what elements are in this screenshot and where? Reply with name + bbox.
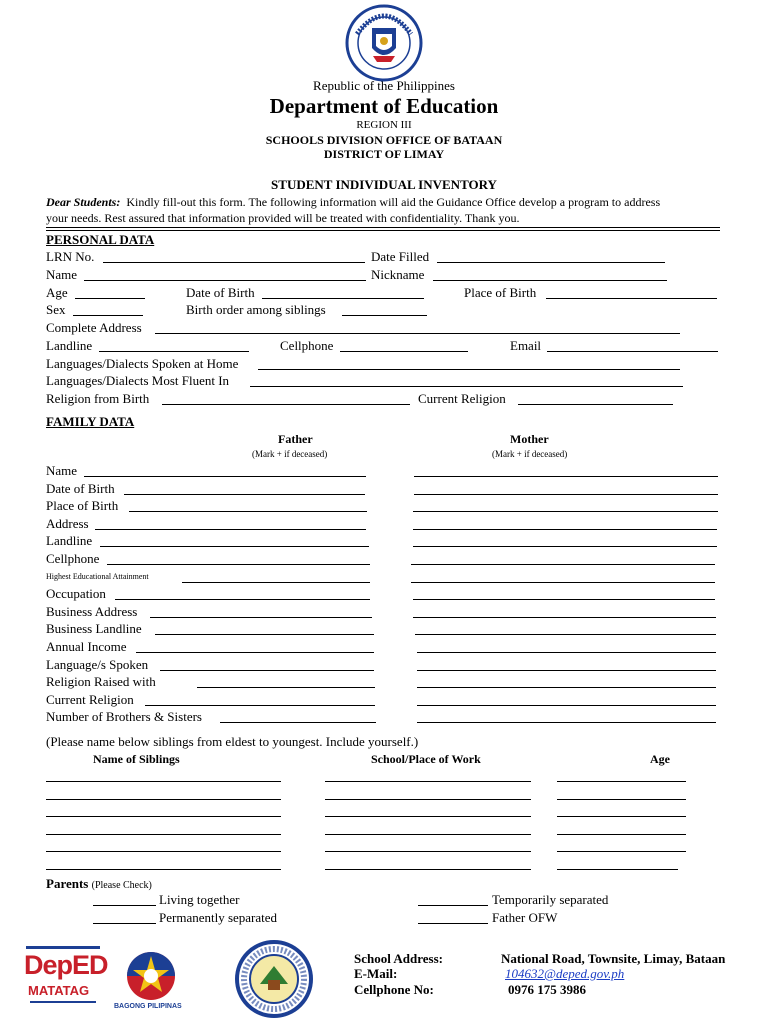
father-ofw-checkbox[interactable] xyxy=(418,923,488,924)
mother-field[interactable] xyxy=(414,476,718,477)
sibling-age-field[interactable] xyxy=(557,834,686,835)
father-field[interactable] xyxy=(84,476,366,477)
pob-field[interactable] xyxy=(546,298,717,299)
lang-fluent-field[interactable] xyxy=(250,386,683,387)
religion-birth-field[interactable] xyxy=(162,404,410,405)
sex-label: Sex xyxy=(46,302,66,317)
mother-field[interactable] xyxy=(415,634,716,635)
email-field[interactable] xyxy=(547,351,718,352)
family-row-label: Annual Income xyxy=(46,639,127,654)
lrn-label: LRN No. xyxy=(46,249,95,264)
division-text: SCHOOLS DIVISION OFFICE OF BATAAN xyxy=(265,133,503,147)
sibling-name-field[interactable] xyxy=(46,799,281,800)
intro-text-1: Kindly fill-out this form. The following information will aid the Guidance Office develop a program to address xyxy=(126,195,661,209)
form-title: STUDENT INDIVIDUAL INVENTORY xyxy=(271,177,497,192)
siblings-col-age: Age xyxy=(650,752,670,766)
sibling-school-field[interactable] xyxy=(325,851,531,852)
religion-current-field[interactable] xyxy=(518,404,673,405)
sibling-age-field[interactable] xyxy=(557,851,686,852)
sibling-age-field[interactable] xyxy=(557,781,686,782)
religion-current-label: Current Religion xyxy=(418,391,506,406)
father-field[interactable] xyxy=(100,546,369,547)
cellphone-label: Cellphone xyxy=(280,338,334,353)
mother-field[interactable] xyxy=(413,511,718,512)
father-field[interactable] xyxy=(182,582,370,583)
limay-school-seal-icon xyxy=(234,940,314,1018)
permanently-separated-checkbox[interactable] xyxy=(93,923,156,924)
sibling-name-field[interactable] xyxy=(46,816,281,817)
father-ofw-label: Father OFW xyxy=(492,910,558,925)
sibling-name-field[interactable] xyxy=(46,834,281,835)
family-row-label: Number of Brothers & Sisters xyxy=(46,709,202,725)
father-deceased-note: (Mark + if deceased) xyxy=(252,449,328,459)
phone-footer-value: 0976 175 3986 xyxy=(508,982,586,997)
age-field[interactable] xyxy=(75,298,145,299)
family-row-label: Date of Birth xyxy=(46,480,115,496)
lang-home-field[interactable] xyxy=(258,369,680,370)
dob-label: Date of Birth xyxy=(186,285,255,300)
permanently-separated-label: Permanently separated xyxy=(159,910,278,925)
sibling-school-field[interactable] xyxy=(325,816,531,817)
father-field[interactable] xyxy=(150,617,372,618)
father-field[interactable] xyxy=(124,494,365,495)
mother-field[interactable] xyxy=(413,546,717,547)
mother-field[interactable] xyxy=(411,564,715,565)
divider-top xyxy=(46,227,720,228)
nickname-label: Nickname xyxy=(371,267,425,282)
family-row-label: Address xyxy=(46,515,89,531)
family-heading: FAMILY DATA xyxy=(46,414,135,429)
sibling-name-field[interactable] xyxy=(46,851,281,852)
living-together-checkbox[interactable] xyxy=(93,905,156,906)
name-field[interactable] xyxy=(84,280,366,281)
divider-bottom xyxy=(46,230,720,231)
nickname-field[interactable] xyxy=(433,280,667,281)
dob-field[interactable] xyxy=(262,298,424,299)
pob-label: Place of Birth xyxy=(464,285,537,300)
father-field[interactable] xyxy=(95,529,366,530)
deped-logo-bar xyxy=(26,946,100,949)
mother-field[interactable] xyxy=(417,722,716,723)
living-together-label: Living together xyxy=(159,892,240,907)
sibling-school-field[interactable] xyxy=(325,799,531,800)
email-label: Email xyxy=(510,338,542,353)
father-field[interactable] xyxy=(129,511,367,512)
sibling-school-field[interactable] xyxy=(325,869,531,870)
religion-birth-label: Religion from Birth xyxy=(46,391,150,406)
mother-deceased-note: (Mark + if deceased) xyxy=(492,449,568,459)
family-row-label: Cellphone xyxy=(46,551,100,566)
sibling-age-field[interactable] xyxy=(557,799,686,800)
address-field[interactable] xyxy=(155,333,680,334)
bagong-pilipinas-logo-icon xyxy=(118,944,184,1002)
email-footer-label: E-Mail: xyxy=(354,966,398,981)
siblings-col-school: School/Place of Work xyxy=(371,752,481,766)
father-field[interactable] xyxy=(160,670,374,671)
father-field[interactable] xyxy=(136,652,374,653)
republic-text: Republic of the Philippines xyxy=(313,78,455,93)
family-row-label: Current Religion xyxy=(46,691,134,707)
lang-fluent-label: Languages/Dialects Most Fluent In xyxy=(46,373,230,388)
parents-note: (Please Check) xyxy=(91,880,152,891)
age-label: Age xyxy=(46,285,68,300)
temporarily-separated-label: Temporarily separated xyxy=(492,892,609,907)
landline-field[interactable] xyxy=(99,351,249,352)
father-field[interactable] xyxy=(115,599,370,600)
sibling-school-field[interactable] xyxy=(325,781,531,782)
family-row-label: Language/s Spoken xyxy=(46,656,149,672)
school-address-label: School Address: xyxy=(354,951,443,966)
deped-seal-icon xyxy=(343,4,425,82)
mother-field[interactable] xyxy=(417,687,716,688)
district-text: DISTRICT OF LIMAY xyxy=(323,147,445,161)
address-label: Complete Address xyxy=(46,320,142,335)
bagong-pilipinas-text: BAGONG PILIPINAS xyxy=(114,1003,182,1010)
intro-text-2: your needs. Rest assured that information provided will be treated with confidentiality. Thank you. xyxy=(46,211,520,225)
mother-field[interactable] xyxy=(413,617,716,618)
matatag-underline xyxy=(30,1001,96,1003)
siblings-instruction: (Please name below siblings from eldest to youngest. Include yourself.) xyxy=(46,734,419,749)
sibling-age-field[interactable] xyxy=(557,816,686,817)
family-row-label: Highest Educational Attainment xyxy=(46,571,149,581)
mother-field[interactable] xyxy=(414,494,718,495)
mother-field[interactable] xyxy=(417,670,716,671)
father-header: Father xyxy=(278,432,313,446)
sibling-school-field[interactable] xyxy=(325,834,531,835)
landline-label: Landline xyxy=(46,338,93,353)
parents-label: Parents xyxy=(46,876,89,891)
sex-field[interactable] xyxy=(73,315,143,316)
family-row-label: Occupation xyxy=(46,586,106,602)
region-text: REGION III xyxy=(356,119,412,131)
intro-greeting: Dear Students: xyxy=(46,195,121,209)
cellphone-field[interactable] xyxy=(340,351,468,352)
school-address-value: National Road, Townsite, Limay, Bataan xyxy=(501,951,726,966)
family-row-label: Place of Birth xyxy=(46,498,119,514)
sibling-name-field[interactable] xyxy=(46,869,281,870)
deped-logo: DepED xyxy=(24,950,108,980)
mother-field[interactable] xyxy=(411,582,715,583)
mother-field[interactable] xyxy=(413,599,715,600)
email-footer-link[interactable]: 104632@deped.gov.ph xyxy=(505,966,625,981)
matatag-logo: MATATAG xyxy=(28,983,90,998)
family-row-label: Business Landline xyxy=(46,621,142,637)
father-field[interactable] xyxy=(197,687,375,688)
mother-header: Mother xyxy=(510,432,549,446)
mother-field[interactable] xyxy=(413,529,717,530)
phone-footer-label: Cellphone No: xyxy=(354,982,434,997)
father-field[interactable] xyxy=(155,634,374,635)
sibling-age-field[interactable] xyxy=(557,869,678,870)
name-label: Name xyxy=(46,267,78,282)
intro-line-1 xyxy=(46,195,660,210)
mother-field[interactable] xyxy=(417,652,716,653)
father-field[interactable] xyxy=(220,722,376,723)
lang-home-label: Languages/Dialects Spoken at Home xyxy=(46,356,239,371)
family-row-label: Religion Raised with xyxy=(46,674,156,690)
date-filled-label: Date Filled xyxy=(371,249,430,264)
family-row-label: Landline xyxy=(46,533,93,549)
personal-heading: PERSONAL DATA xyxy=(46,232,155,247)
temporarily-separated-checkbox[interactable] xyxy=(418,905,488,906)
father-field[interactable] xyxy=(107,564,370,565)
family-row-label: Name xyxy=(46,463,78,478)
mother-field[interactable] xyxy=(417,705,716,706)
father-field[interactable] xyxy=(145,705,375,706)
siblings-col-name: Name of Siblings xyxy=(93,752,180,766)
date-filled-field[interactable] xyxy=(437,262,665,263)
department-title: Department of Education xyxy=(269,94,499,118)
birth-order-label: Birth order among siblings xyxy=(186,302,326,317)
sibling-name-field[interactable] xyxy=(46,781,281,782)
lrn-field[interactable] xyxy=(103,262,365,263)
parents-label-row xyxy=(46,876,152,892)
family-row-label: Business Address xyxy=(46,603,138,619)
birth-order-field[interactable] xyxy=(342,315,427,316)
